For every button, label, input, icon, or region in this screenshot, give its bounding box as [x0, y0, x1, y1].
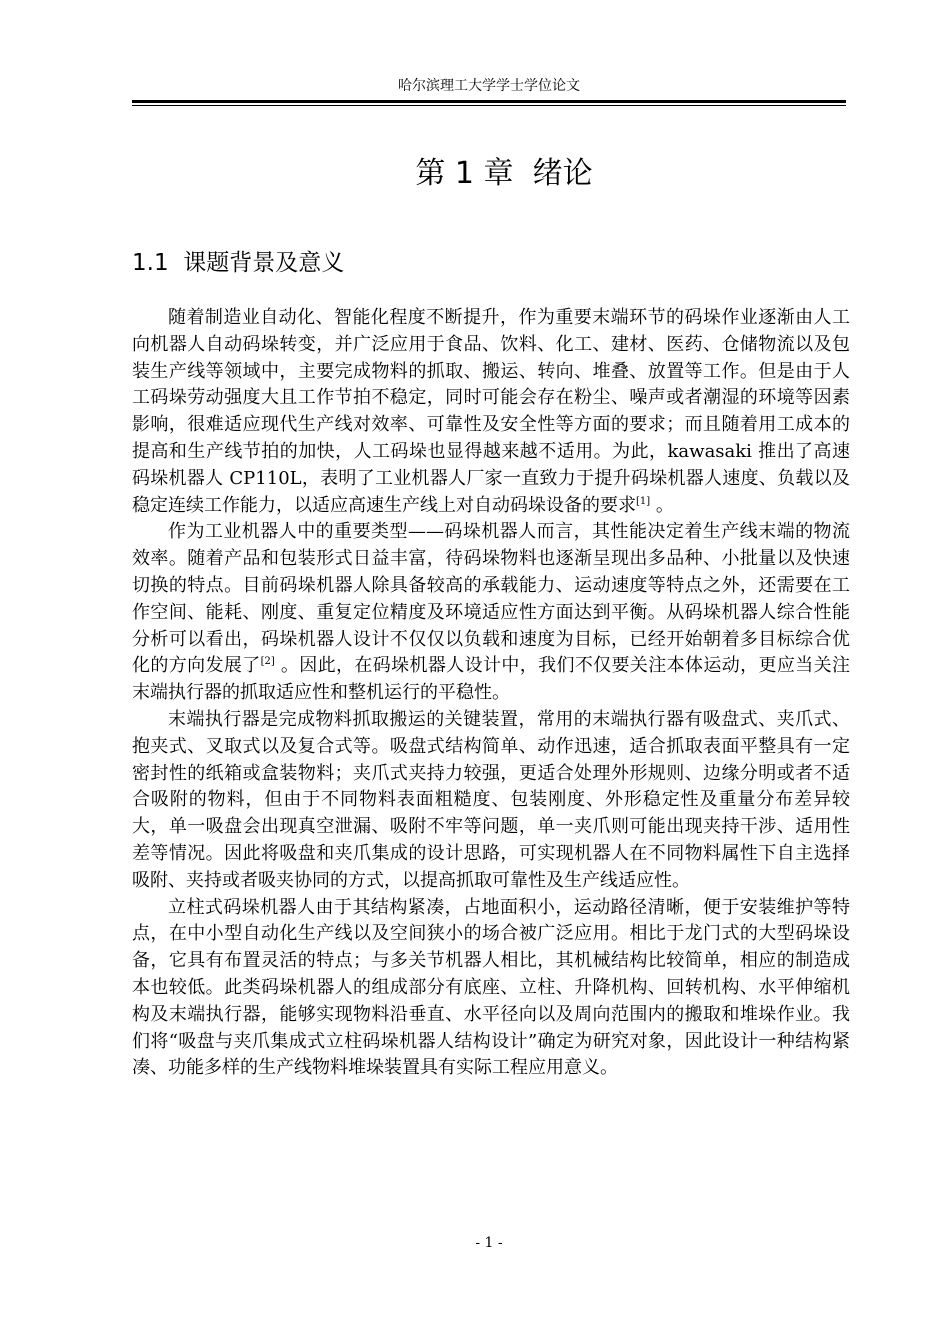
- section-title: 1.1 课题背景及意义: [132, 250, 345, 276]
- citation-marker: [2]: [260, 656, 275, 668]
- page-number: - 1 -: [475, 1235, 503, 1251]
- header-rule-thick: [132, 100, 846, 103]
- paragraph-text: 随着制造业自动化、智能化程度不断提升，作为重要末端环节的码垛作业逐渐由人工向机器人自动码垛转变，并广泛应用于食品、饮料、化工、建材、医药、仓储物流以及包装生产线等领域中，主要完成物料的抓取、搬运、转向、堆叠、放置等工作。但是由于人工码垛劳动强度大且工作节拍不稳定，同时可能会存在粉尘、噪声或者潮湿的环境等因素影响，很难适应现代生产线对效率、可靠性及安全性等方面的要求；而且随着用工成本的提高和生产线节拍的加快，人工码垛也显得越来越不适用。为此，kawasaki 推出了高速码垛机器人 CP110L，表明了工业机器人厂家一直致力于提升码垛机器人速度、负载以及稳定连续工作能力，以适应高速生产线上对自动码垛设备的要求: [132, 307, 850, 516]
- header-rule-thin: [132, 105, 846, 106]
- paragraph: [132, 895, 850, 1083]
- paragraph-text: 作为工业机器人中的重要类型——码垛机器人而言，其性能决定着生产线末端的物流效率。随着产品和包装形式日益丰富，待码垛物料也逐渐呈现出多品种、小批量以及快速切换的特点。目前码垛机器人除具备较高的承载能力、运动速度等特点之外，还需要在工作空间、能耗、刚度、重复定位精度及环境适应性方面达到平衡。从码垛机器人综合性能分析可以看出，码垛机器人设计不仅仅以负载和速度为目标，已经开始朝着多目标综合优化的方向发展了: [132, 521, 850, 677]
- paragraph: [132, 519, 850, 707]
- paragraph-text-tail: 。因此，在码垛机器人设计中，我们不仅要关注本体运动，更应当关注末端执行器的抓取适应性和整机运行的平稳性。: [132, 655, 851, 704]
- citation-marker: [1]: [636, 495, 651, 507]
- paragraph: [132, 707, 850, 895]
- running-header: 哈尔滨理工大学学士学位论文: [398, 78, 580, 94]
- paragraph-text: 末端执行器是完成物料抓取搬运的关键装置，常用的末端执行器有吸盘式、夹爪式、抱夹式、叉取式以及复合式等。吸盘式结构简单、动作迅速，适合抓取表面平整具有一定密封性的纸箱或盒装物料；夹爪式夹持力较强，更适合处理外形规则、边缘分明或者不适合吸附的物料，但由于不同物料表面粗糙度、包装刚度、外形稳定性及重量分布差异较大，单一吸盘会出现真空泄漏、吸附不牢等问题，单一夹爪则可能出现夹持干涉、适用性差等情况。因此将吸盘和夹爪集成的设计思路，可实现机器人在不同物料属性下自主选择吸附、夹持或者吸夹协同的方式，以提高抓取可靠性及生产线适应性。: [132, 708, 850, 891]
- paragraph: [132, 305, 850, 519]
- chapter-title: 第 1 章 绪论: [415, 156, 593, 191]
- paragraph-text-tail: 。: [650, 494, 674, 516]
- paragraph-text: 立柱式码垛机器人由于其结构紧凑，占地面积小，运动路径清晰，便于安装维护等特点，在中小型自动化生产线以及空间狭小的场合被广泛应用。相比于龙门式的大型码垛设备，它具有布置灵活的特点；与多关节机器人相比，其机械结构比较简单，相应的制造成本也较低。此类码垛机器人的组成部分有底座、立柱、升降机构、回转机构、水平伸缩机构及末端执行器，能够实现物料沿垂直、水平径向以及周向范围内的搬取和堆垛作业。我们将“吸盘与夹爪集成式立柱码垛机器人结构设计”确定为研究对象，因此设计一种结构紧凑、功能多样的生产线物料堆垛装置具有实际工程应用意义。: [132, 896, 850, 1079]
- body-text: [132, 305, 850, 1082]
